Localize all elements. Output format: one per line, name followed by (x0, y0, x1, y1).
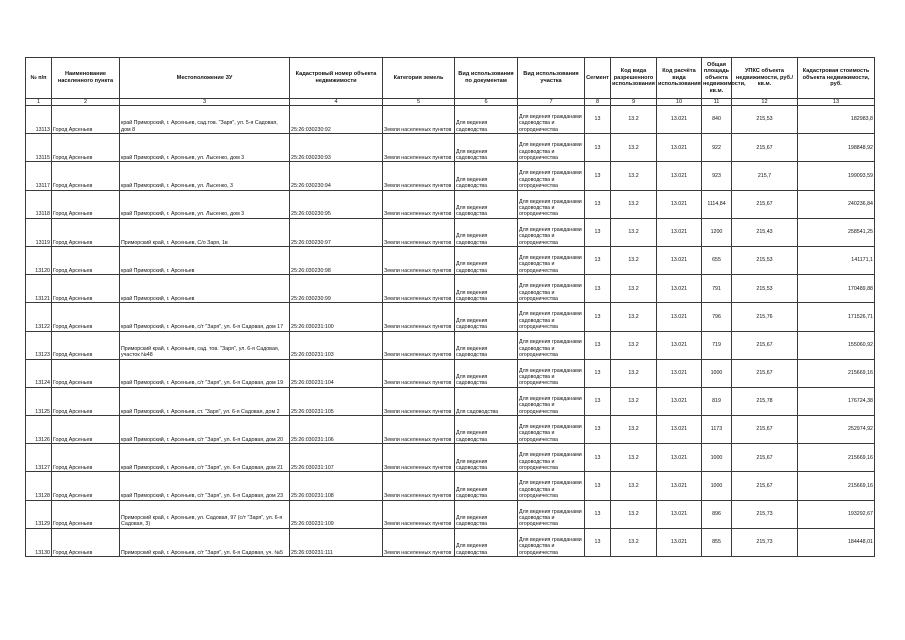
header-calc-code: Код расчёта вида использования (657, 58, 702, 99)
header-location: Местоположение ЗУ (120, 58, 290, 99)
table-row (26, 190, 875, 218)
cell-location: край Приморский, г. Арсеньев, ул. Лысенко, дом 3 (120, 190, 290, 218)
cell-cadastral-value: 215669,16 (798, 472, 875, 500)
cell-number: 13115 (26, 134, 52, 162)
cell-use-code: 13.2 (611, 218, 657, 246)
cell-area: 855 (702, 528, 732, 556)
cell-cadastral-value: 198848,92 (798, 134, 875, 162)
cell-cadastral-value: 176724,38 (798, 387, 875, 415)
cell-use-code: 13.2 (611, 303, 657, 331)
cell-settlement: Город Арсеньев (52, 444, 120, 472)
cell-plot-use: Для ведения гражданами садоводства и огородничества (518, 246, 585, 274)
cell-settlement: Город Арсеньев (52, 359, 120, 387)
cell-land-category: Земли населенных пунктов (383, 500, 455, 528)
cell-upks: 215,67 (732, 444, 798, 472)
cell-upks: 215,76 (732, 303, 798, 331)
table-row (26, 134, 875, 162)
cell-location: край Приморский, г. Арсеньев, с/т "Заря", ул. 6-я Садовая, дом 17 (120, 303, 290, 331)
cell-upks: 215,73 (732, 500, 798, 528)
header-num: № п/п (26, 58, 52, 99)
cell-segment: 13 (585, 190, 611, 218)
cell-location: край Приморский, г. Арсеньев, с/т "Заря", ул. 6-я Садовая, дом 21 (120, 444, 290, 472)
cell-plot-use: Для ведения гражданами садоводства и огородничества (518, 528, 585, 556)
header-use-code: Код вида разрешенного использования (611, 58, 657, 99)
cell-plot-use: Для ведения гражданами садоводства и огородничества (518, 303, 585, 331)
header-plot-use: Вид использования участка (518, 58, 585, 99)
cell-number: 13118 (26, 190, 52, 218)
table-row (26, 275, 875, 303)
cell-calc-code: 13.021 (657, 528, 702, 556)
cell-upks: 215,67 (732, 472, 798, 500)
cell-upks: 215,53 (732, 106, 798, 134)
cell-location: край Приморский, г. Арсеньев, с/т "Заря", ул. 6-я Садовая, дом 23 (120, 472, 290, 500)
cell-plot-use: Для ведения гражданами садоводства и огородничества (518, 218, 585, 246)
cell-number: 13122 (26, 303, 52, 331)
cell-cadastral-number: 25:26:030230:99 (290, 275, 383, 303)
cell-doc-use: Для ведения садоводства (455, 444, 518, 472)
cell-land-category: Земли населенных пунктов (383, 359, 455, 387)
cell-settlement: Город Арсеньев (52, 500, 120, 528)
cell-cadastral-number: 25:26:030231:111 (290, 528, 383, 556)
cell-cadastral-number: 25:26:030230:92 (290, 106, 383, 134)
cell-number: 13128 (26, 472, 52, 500)
column-number: 7 (518, 99, 585, 106)
cell-calc-code: 13.021 (657, 444, 702, 472)
cell-cadastral-value: 182983,8 (798, 106, 875, 134)
cell-number: 13123 (26, 331, 52, 359)
column-number: 2 (52, 99, 120, 106)
cell-area: 719 (702, 331, 732, 359)
cell-segment: 13 (585, 500, 611, 528)
cadastral-value-table (25, 57, 875, 557)
cell-cadastral-value: 141171,1 (798, 246, 875, 274)
table-row (26, 472, 875, 500)
cell-doc-use: Для ведения садоводства (455, 359, 518, 387)
cell-segment: 13 (585, 218, 611, 246)
cell-upks: 215,53 (732, 275, 798, 303)
cell-cadastral-number: 25:26:030231:100 (290, 303, 383, 331)
cell-cadastral-number: 25:26:030231:106 (290, 416, 383, 444)
column-number: 4 (290, 99, 383, 106)
cell-number: 13127 (26, 444, 52, 472)
cell-calc-code: 13.021 (657, 472, 702, 500)
cell-cadastral-number: 25:26:030230:97 (290, 218, 383, 246)
cell-settlement: Город Арсеньев (52, 387, 120, 415)
cell-doc-use: Для ведения садоводства (455, 246, 518, 274)
cell-use-code: 13.2 (611, 134, 657, 162)
cell-use-code: 13.2 (611, 190, 657, 218)
cell-number: 13125 (26, 387, 52, 415)
column-number: 13 (798, 99, 875, 106)
cell-cadastral-value: 193292,67 (798, 500, 875, 528)
cell-calc-code: 13.021 (657, 416, 702, 444)
cell-cadastral-value: 155060,92 (798, 331, 875, 359)
cell-use-code: 13.2 (611, 500, 657, 528)
header-upks: УПКС объекта недвижимости, руб./кв.м. (732, 58, 798, 99)
table-row (26, 162, 875, 190)
header-cadastral-number: Кадастровый номер объекта недвижимости (290, 58, 383, 99)
cell-number: 13120 (26, 246, 52, 274)
column-number: 3 (120, 99, 290, 106)
cell-segment: 13 (585, 444, 611, 472)
cell-upks: 215,7 (732, 162, 798, 190)
cell-land-category: Земли населенных пунктов (383, 134, 455, 162)
cell-location: край Приморский, г. Арсеньев, ст. "Заря", ул. 6-я Садовая, дом 2 (120, 387, 290, 415)
cell-cadastral-number: 25:26:030230:93 (290, 134, 383, 162)
header-area: Общая площадь объекта недвижимости, кв.м. (702, 58, 732, 99)
header-cadastral-value: Кадастровая стоимость объекта недвижимости, руб. (798, 58, 875, 99)
cell-location: край Приморский, г. Арсеньев (120, 275, 290, 303)
table-row (26, 416, 875, 444)
cell-location: край Приморский, г. Арсеньев, ул. Лысенко, 3 (120, 162, 290, 190)
cell-calc-code: 13.021 (657, 106, 702, 134)
cell-use-code: 13.2 (611, 246, 657, 274)
cell-segment: 13 (585, 275, 611, 303)
cell-settlement: Город Арсеньев (52, 303, 120, 331)
cell-use-code: 13.2 (611, 472, 657, 500)
cell-upks: 215,53 (732, 246, 798, 274)
cell-area: 896 (702, 500, 732, 528)
cell-cadastral-number: 25:26:030231:104 (290, 359, 383, 387)
cell-cadastral-value: 171526,71 (798, 303, 875, 331)
cell-number: 13129 (26, 500, 52, 528)
cell-doc-use: Для ведения садоводства (455, 134, 518, 162)
cell-doc-use: Для ведения садоводства (455, 303, 518, 331)
cell-settlement: Город Арсеньев (52, 472, 120, 500)
cell-cadastral-value: 184448,01 (798, 528, 875, 556)
cell-plot-use: Для ведения гражданами садоводства и огородничества (518, 387, 585, 415)
table-row (26, 331, 875, 359)
cell-doc-use: Для ведения садоводства (455, 528, 518, 556)
cell-plot-use: Для ведения гражданами садоводства и огородничества (518, 106, 585, 134)
header-doc-use: Вид использования по документам (455, 58, 518, 99)
cell-calc-code: 13.021 (657, 162, 702, 190)
cell-use-code: 13.2 (611, 331, 657, 359)
cell-cadastral-value: 199093,59 (798, 162, 875, 190)
cell-land-category: Земли населенных пунктов (383, 416, 455, 444)
table-row (26, 218, 875, 246)
column-number: 6 (455, 99, 518, 106)
cell-area: 1173 (702, 416, 732, 444)
cell-doc-use: Для ведения садоводства (455, 162, 518, 190)
cell-number: 13121 (26, 275, 52, 303)
cell-area: 1000 (702, 444, 732, 472)
column-number: 10 (657, 99, 702, 106)
cell-cadastral-value: 240236,84 (798, 190, 875, 218)
cell-land-category: Земли населенных пунктов (383, 472, 455, 500)
cell-plot-use: Для ведения гражданами садоводства и огородничества (518, 359, 585, 387)
cell-land-category: Земли населенных пунктов (383, 162, 455, 190)
cell-settlement: Город Арсеньев (52, 134, 120, 162)
cell-settlement: Город Арсеньев (52, 275, 120, 303)
cell-calc-code: 13.021 (657, 134, 702, 162)
cell-doc-use: Для ведения садоводства (455, 500, 518, 528)
column-number: 8 (585, 99, 611, 106)
cell-land-category: Земли населенных пунктов (383, 190, 455, 218)
cell-location: край Приморский, г. Арсеньев, с/т "Заря", ул. 6-я Садовая, дом 20 (120, 416, 290, 444)
cell-settlement: Город Арсеньев (52, 528, 120, 556)
table-row (26, 106, 875, 134)
table-row (26, 528, 875, 556)
table-row (26, 303, 875, 331)
cell-upks: 215,78 (732, 387, 798, 415)
cell-land-category: Земли населенных пунктов (383, 444, 455, 472)
cell-cadastral-number: 25:26:030231:107 (290, 444, 383, 472)
cell-segment: 13 (585, 416, 611, 444)
cell-use-code: 13.2 (611, 106, 657, 134)
cell-area: 1000 (702, 472, 732, 500)
cell-upks: 215,67 (732, 134, 798, 162)
column-number: 1 (26, 99, 52, 106)
cell-segment: 13 (585, 331, 611, 359)
cell-calc-code: 13.021 (657, 331, 702, 359)
cell-plot-use: Для ведения гражданами садоводства и огородничества (518, 190, 585, 218)
cell-area: 655 (702, 246, 732, 274)
cell-settlement: Город Арсеньев (52, 162, 120, 190)
cell-upks: 215,67 (732, 359, 798, 387)
cell-plot-use: Для ведения гражданами садоводства и огородничества (518, 472, 585, 500)
table-row (26, 387, 875, 415)
cell-calc-code: 13.021 (657, 218, 702, 246)
column-number: 11 (702, 99, 732, 106)
cell-number: 13119 (26, 218, 52, 246)
cell-segment: 13 (585, 528, 611, 556)
cell-settlement: Город Арсеньев (52, 106, 120, 134)
cell-doc-use: Для садоводства (455, 387, 518, 415)
cell-segment: 13 (585, 359, 611, 387)
cell-use-code: 13.2 (611, 275, 657, 303)
cell-use-code: 13.2 (611, 359, 657, 387)
cell-area: 1114,84 (702, 190, 732, 218)
cell-settlement: Город Арсеньев (52, 246, 120, 274)
cell-doc-use: Для ведения садоводства (455, 416, 518, 444)
cell-cadastral-value: 215669,16 (798, 444, 875, 472)
cell-area: 923 (702, 162, 732, 190)
header-settlement: Наименование населенного пункта (52, 58, 120, 99)
cell-area: 819 (702, 387, 732, 415)
cell-upks: 215,67 (732, 190, 798, 218)
cell-cadastral-number: 25:26:030231:103 (290, 331, 383, 359)
cell-segment: 13 (585, 387, 611, 415)
cell-cadastral-value: 252974,92 (798, 416, 875, 444)
cell-segment: 13 (585, 472, 611, 500)
cell-plot-use: Для ведения гражданами садоводства и огородничества (518, 134, 585, 162)
cell-use-code: 13.2 (611, 387, 657, 415)
header-segment: Сегмент (585, 58, 611, 99)
cell-doc-use: Для ведения садоводства (455, 106, 518, 134)
cell-area: 796 (702, 303, 732, 331)
cell-cadastral-number: 25:26:030230:95 (290, 190, 383, 218)
cell-area: 922 (702, 134, 732, 162)
cell-calc-code: 13.021 (657, 246, 702, 274)
cell-number: 13113 (26, 106, 52, 134)
cell-calc-code: 13.021 (657, 190, 702, 218)
cell-plot-use: Для ведения гражданами садоводства и огородничества (518, 275, 585, 303)
cell-cadastral-value: 170489,88 (798, 275, 875, 303)
column-number: 12 (732, 99, 798, 106)
cell-calc-code: 13.021 (657, 500, 702, 528)
cell-doc-use: Для ведения садоводства (455, 275, 518, 303)
cell-location: Приморский край, г. Арсеньев, с/т "Заря", ул. 6-я Садовая, уч. №5 (120, 528, 290, 556)
cell-location: край Приморский, г. Арсеньев, сад.тов. "Заря", ул. 5-я Садовая, дом 8 (120, 106, 290, 134)
cell-number: 13126 (26, 416, 52, 444)
column-number: 5 (383, 99, 455, 106)
cell-use-code: 13.2 (611, 416, 657, 444)
cell-cadastral-number: 25:26:030230:98 (290, 246, 383, 274)
cell-calc-code: 13.021 (657, 359, 702, 387)
cell-segment: 13 (585, 134, 611, 162)
cell-land-category: Земли населенных пунктов (383, 528, 455, 556)
cell-land-category: Земли населенных пунктов (383, 275, 455, 303)
cell-segment: 13 (585, 303, 611, 331)
column-number: 9 (611, 99, 657, 106)
cell-land-category: Земли населенных пунктов (383, 387, 455, 415)
cell-segment: 13 (585, 246, 611, 274)
cell-plot-use: Для ведения гражданами садоводства и огородничества (518, 444, 585, 472)
cell-upks: 215,67 (732, 331, 798, 359)
cell-land-category: Земли населенных пунктов (383, 106, 455, 134)
cell-plot-use: Для ведения гражданами садоводства и огородничества (518, 162, 585, 190)
cell-area: 1000 (702, 359, 732, 387)
table-row (26, 246, 875, 274)
cell-location: Приморский край, г. Арсеньев, С/о Заря, 1в (120, 218, 290, 246)
cell-location: Приморский край, г. Арсеньев, ул. Садовая, 97 (с/т "Заря", ул. 6-я Садовая, 3) (120, 500, 290, 528)
cell-segment: 13 (585, 106, 611, 134)
cell-upks: 215,67 (732, 416, 798, 444)
cell-settlement: Город Арсеньев (52, 218, 120, 246)
cell-plot-use: Для ведения гражданами садоводства и огородничества (518, 331, 585, 359)
cell-cadastral-number: 25:26:030231:108 (290, 472, 383, 500)
cell-settlement: Город Арсеньев (52, 190, 120, 218)
header-row (26, 58, 875, 99)
cell-cadastral-number: 25:26:030231:105 (290, 387, 383, 415)
cell-doc-use: Для ведения садоводства (455, 331, 518, 359)
cell-upks: 215,43 (732, 218, 798, 246)
cell-location: край Приморский, г. Арсеньев (120, 246, 290, 274)
cell-area: 840 (702, 106, 732, 134)
cell-cadastral-number: 25:26:030231:109 (290, 500, 383, 528)
cell-land-category: Земли населенных пунктов (383, 218, 455, 246)
cell-cadastral-value: 215669,16 (798, 359, 875, 387)
cell-location: край Приморский, г. Арсеньев, с/т "Заря", ул. 6-я Садовая, дом 19 (120, 359, 290, 387)
column-number-row (26, 99, 875, 106)
cell-calc-code: 13.021 (657, 303, 702, 331)
cell-land-category: Земли населенных пунктов (383, 303, 455, 331)
cell-upks: 215,73 (732, 528, 798, 556)
cell-doc-use: Для ведения садоводства (455, 218, 518, 246)
cell-use-code: 13.2 (611, 444, 657, 472)
table-row (26, 444, 875, 472)
cell-doc-use: Для ведения садоводства (455, 190, 518, 218)
cell-use-code: 13.2 (611, 528, 657, 556)
cell-cadastral-value: 258541,25 (798, 218, 875, 246)
cell-area: 1200 (702, 218, 732, 246)
cell-land-category: Земли населенных пунктов (383, 331, 455, 359)
cell-doc-use: Для ведения садоводства (455, 472, 518, 500)
cell-location: край Приморский, г. Арсеньев, ул. Лысенко, дом 3 (120, 134, 290, 162)
cell-segment: 13 (585, 162, 611, 190)
cell-settlement: Город Арсеньев (52, 416, 120, 444)
cell-land-category: Земли населенных пунктов (383, 246, 455, 274)
cell-use-code: 13.2 (611, 162, 657, 190)
cell-plot-use: Для ведения гражданами садоводства и огородничества (518, 500, 585, 528)
cell-number: 13130 (26, 528, 52, 556)
cell-number: 13124 (26, 359, 52, 387)
table-row (26, 500, 875, 528)
cell-number: 13117 (26, 162, 52, 190)
cell-calc-code: 13.021 (657, 275, 702, 303)
cell-area: 791 (702, 275, 732, 303)
table-row (26, 359, 875, 387)
header-land-category: Категория земель (383, 58, 455, 99)
cell-calc-code: 13.021 (657, 387, 702, 415)
cell-settlement: Город Арсеньев (52, 331, 120, 359)
cell-cadastral-number: 25:26:030230:94 (290, 162, 383, 190)
cell-plot-use: Для ведения гражданами садоводства и огородничества (518, 416, 585, 444)
cell-location: Приморский край, г. Арсеньев, сад. тов. "Заря", ул. 6-я Садовая, участок №48 (120, 331, 290, 359)
